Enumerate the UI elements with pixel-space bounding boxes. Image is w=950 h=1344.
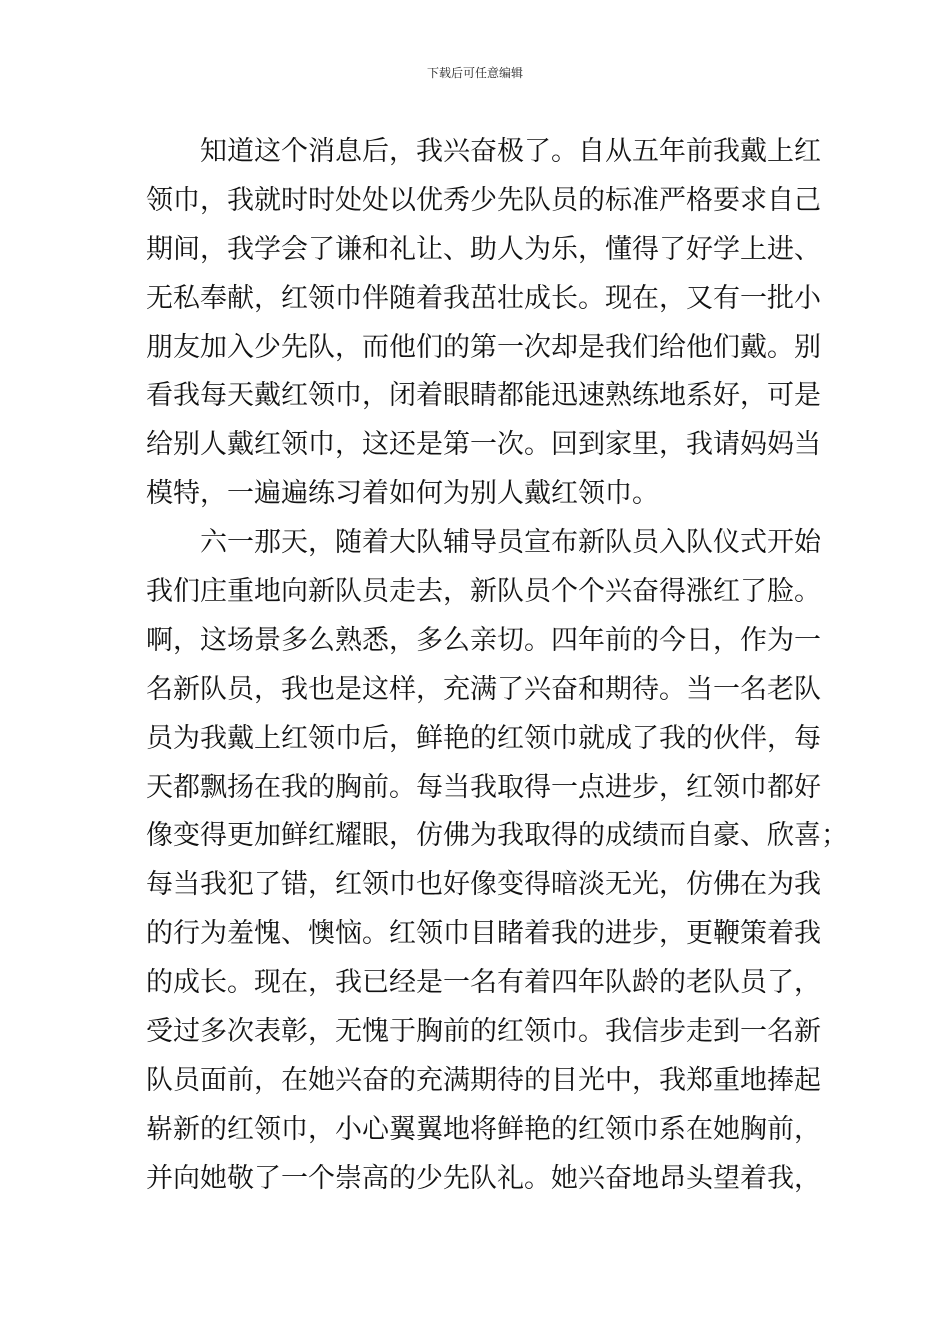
page-header: 下载后可任意编辑 (426, 66, 523, 80)
paragraph-2-line-3: 啊，这场景多么熟悉，多么亲切。四年前的今日，作为一 (146, 624, 821, 656)
paragraph-2-line-14: 并向她敬了一个崇高的少先队礼。她兴奋地昂头望着我， (146, 1162, 821, 1194)
paragraph-1-line-4: 无私奉献，红领巾伴随着我茁壮成长。现在，又有一批小 (146, 282, 821, 314)
paragraph-1-line-3: 期间，我学会了谦和礼让、助人为乐，懂得了好学上进、 (146, 233, 821, 265)
paragraph-1-line-6: 看我每天戴红领巾，闭着眼睛都能迅速熟练地系好，可是 (146, 380, 821, 412)
paragraph-2-line-7: 像变得更加鲜红耀眼，仿佛为我取得的成绩而自豪、欣喜； (146, 820, 848, 852)
paragraph-2-line-8: 每当我犯了错，红领巾也好像变得暗淡无光，仿佛在为我 (146, 869, 821, 901)
paragraph-1-line-2: 领巾，我就时时处处以优秀少先队员的标准严格要求自己 (146, 184, 821, 216)
paragraph-2-line-11: 受过多次表彰，无愧于胸前的红领巾。我信步走到一名新 (146, 1016, 821, 1048)
document-body (146, 128, 848, 1204)
paragraph-1-line-5: 朋友加入少先队，而他们的第一次却是我们给他们戴。别 (146, 331, 821, 363)
paragraph-2-line-1: 六一那天，随着大队辅导员宣布新队员入队仪式开始 (200, 527, 821, 559)
paragraph-2-line-12: 队员面前，在她兴奋的充满期待的目光中，我郑重地捧起 (146, 1064, 821, 1096)
paragraph-2-line-4: 名新队员，我也是这样，充满了兴奋和期待。当一名老队 (146, 673, 821, 705)
paragraph-1-line-8: 模特，一遍遍练习着如何为别人戴红领巾。 (146, 478, 659, 510)
paragraph-2-line-5: 员为我戴上红领巾后，鲜艳的红领巾就成了我的伙伴，每 (146, 722, 821, 754)
paragraph-1-line-1: 知道这个消息后，我兴奋极了。自从五年前我戴上红 (200, 136, 821, 167)
paragraph-2-line-13: 崭新的红领巾，小心翼翼地将鲜艳的红领巾系在她胸前， (146, 1113, 821, 1145)
paragraph-2-line-2: 我们庄重地向新队员走去，新队员个个兴奋得涨红了脸。 (146, 576, 821, 608)
paragraph-2-line-6: 天都飘扬在我的胸前。每当我取得一点进步，红领巾都好 (146, 771, 821, 803)
paragraph-2-line-9: 的行为羞愧、懊恼。红领巾目睹着我的进步，更鞭策着我 (146, 918, 821, 950)
paragraph-1-line-7: 给别人戴红领巾，这还是第一次。回到家里，我请妈妈当 (146, 429, 821, 461)
paragraph-2-line-10: 的成长。现在，我已经是一名有着四年队龄的老队员了， (146, 967, 821, 999)
